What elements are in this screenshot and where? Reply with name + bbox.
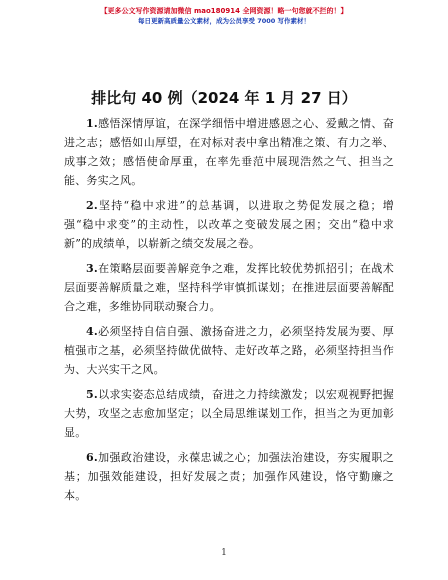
paragraph-text: 感悟深情厚谊，在深学细悟中增进感恩之心、爱戴之情、奋进之志；感悟如山厚望，在对标对表中拿出精准之策、有力之举、成事之效；感悟使命厚重，在率先垂范中展现浩然之气、担当之能、务实之风。: [64, 117, 394, 187]
paragraph-text: 在策略层面要善解竞争之难，发挥比较优势抓招引；在战术层面要善解质量之难，坚持科学审慎抓谋划；在推进层面要善解配合之难，多维协同联动聚合力。: [64, 262, 394, 313]
paragraph-number: 1.: [86, 117, 98, 130]
document-body: [64, 114, 394, 511]
paragraph-number: 4.: [86, 325, 98, 338]
page-number: 1: [221, 548, 227, 558]
banner-promo-line: 【更多公文写作资源请加微信 mao180914 全网资源！略一句您就不拦的！】: [100, 7, 348, 15]
paragraph-number: 2.: [86, 199, 98, 212]
paragraph-text: 加强政治建设，永葆忠诚之心；加强法治建设，夯实履职之基；加强效能建设，担好发展之责；加强作风建设，恪守勤廉之本。: [64, 451, 394, 502]
paragraph-2: [64, 196, 394, 253]
paragraph-text: 必须坚持自信自强、激扬奋进之力，必须坚持发展为要、厚植强市之基，必须坚持做优做特、走好改革之路，必须坚持担当作为、大兴实干之风。: [64, 325, 394, 376]
paragraph-4: [64, 322, 394, 379]
paragraph-text: 坚持“稳中求进”的总基调，以进取之势促发展之稳；增强“稳中求变”的主动性，以改革之变破发展之困；交出“稳中求新”的成绩单，以崭新之绩交发展之卷。: [64, 199, 394, 250]
paragraph-number: 3.: [86, 262, 98, 275]
paragraph-number: 6.: [86, 451, 98, 464]
paragraph-5: [64, 385, 394, 442]
document-title: 排比句 40 例（2024 年 1 月 27 日）: [91, 89, 357, 107]
paragraph-3: [64, 259, 394, 316]
banner-subline: 每日更新高质量公文素材，成为公员享受 7000 写作素材！: [137, 17, 311, 25]
paragraph-text: 以求实姿态总结成绩，奋进之力持续激发；以宏观视野把握大势，攻坚之志愈加坚定；以全局思维谋划工作，担当之为更加彰显。: [64, 388, 394, 439]
header-banner: [0, 6, 448, 26]
paragraph-6: [64, 448, 394, 505]
paragraph-1: [64, 114, 394, 190]
paragraph-number: 5.: [86, 388, 98, 401]
